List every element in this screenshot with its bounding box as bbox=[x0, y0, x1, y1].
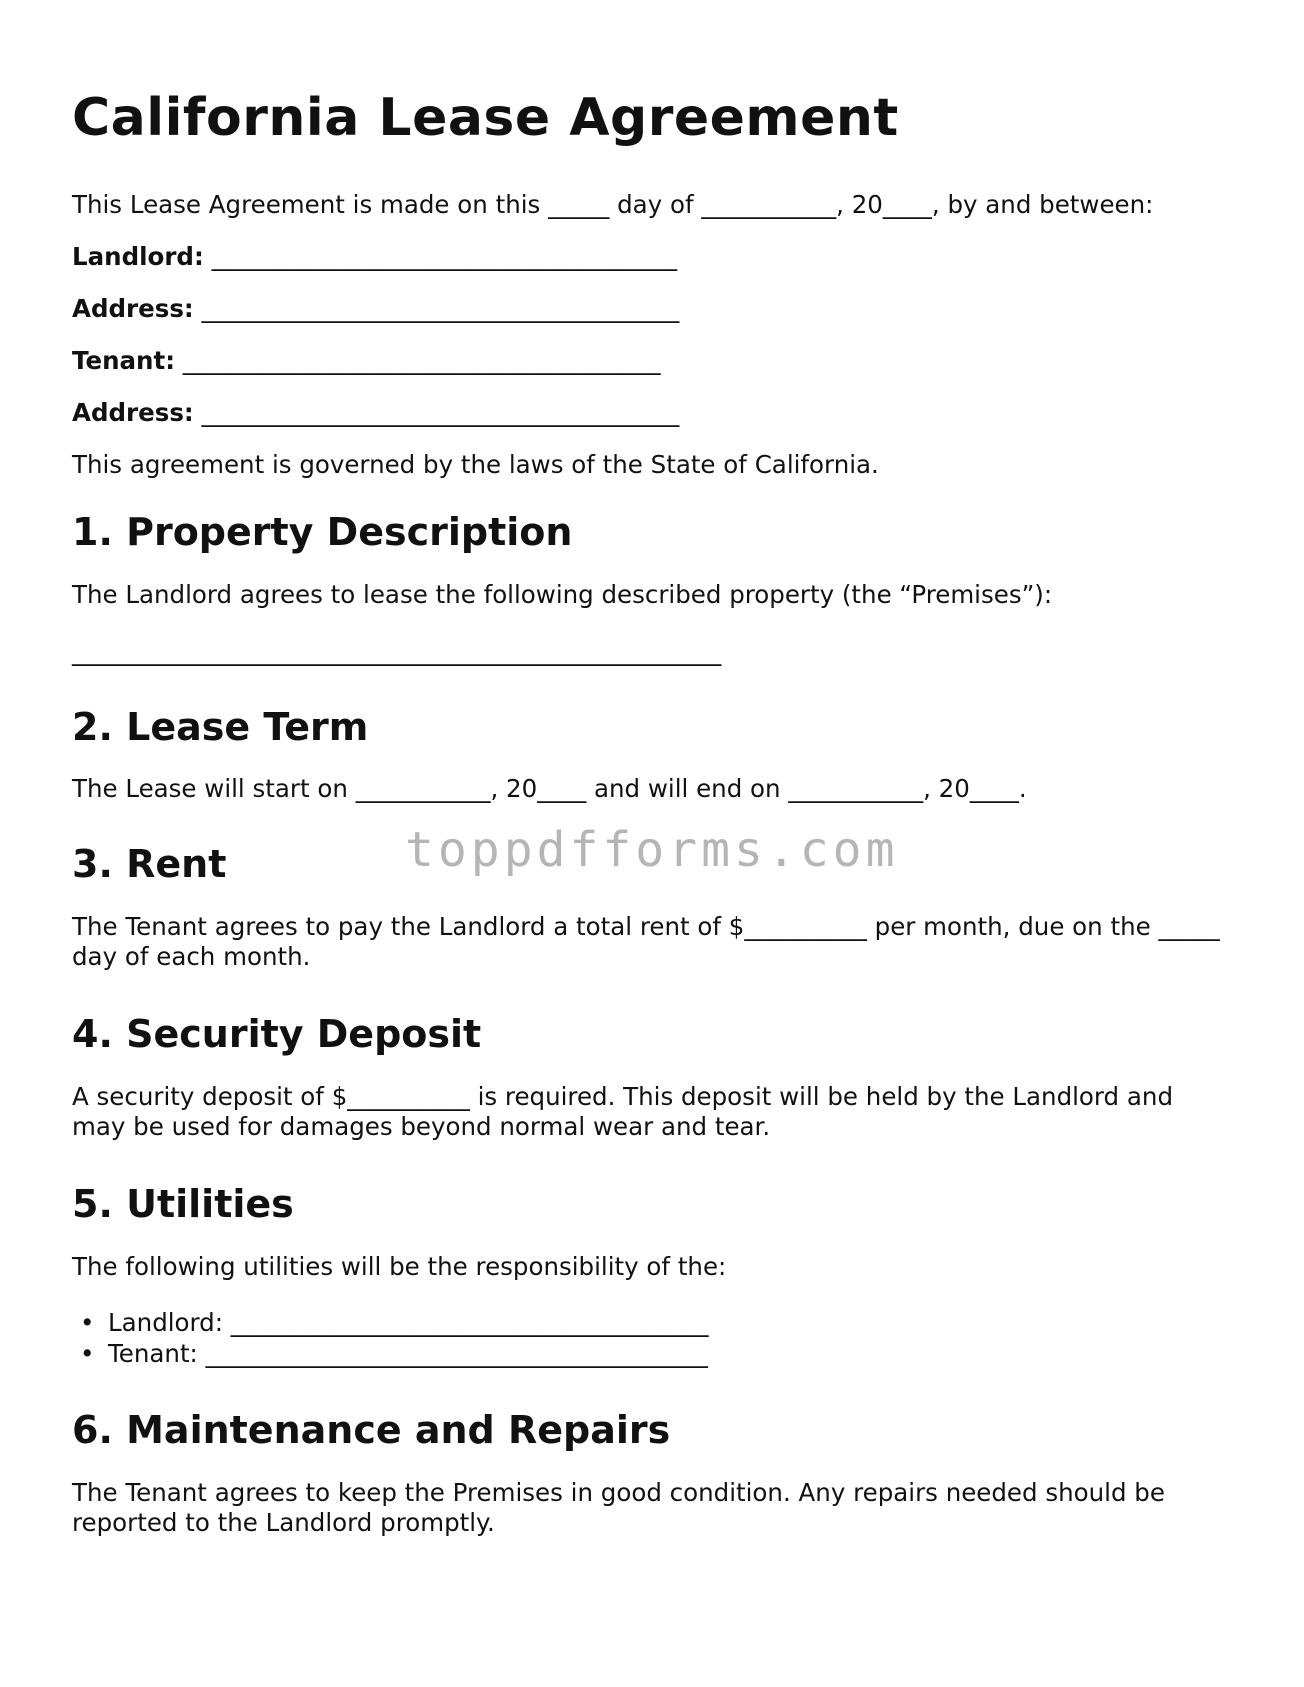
term-text: The Lease will start on ___________, 20____ and will end on ___________, 20____. bbox=[72, 774, 1027, 803]
watermark-text: toppdfforms.com bbox=[405, 822, 899, 878]
landlord-address-blank: _______________________________________ bbox=[193, 294, 680, 323]
tenant-address-blank: _______________________________________ bbox=[193, 398, 680, 427]
deposit-text: A security deposit of $__________ is required. This deposit will be held by the Landlord and may be used for damages beyond normal wear and tear. bbox=[72, 1082, 1173, 1141]
landlord-blank: ______________________________________ bbox=[203, 242, 678, 271]
tenant-label: Tenant: bbox=[72, 346, 176, 375]
utilities-item-tenant: • Tenant: _________________________________________ bbox=[108, 1339, 708, 1369]
tenant-address-field bbox=[72, 398, 679, 428]
property-blank: _____________________________________________________ bbox=[72, 637, 722, 666]
section-heading-rent: 3. Rent bbox=[72, 842, 227, 886]
landlord-address-label: Address: bbox=[72, 294, 194, 323]
utilities-text: The following utilities will be the responsibility of the: bbox=[72, 1252, 727, 1281]
property-text: The Landlord agrees to lease the following described property (the “Premises”): bbox=[72, 580, 1053, 609]
landlord-field bbox=[72, 242, 677, 272]
maintenance-text: The Tenant agrees to keep the Premises in good condition. Any repairs needed should be reported to the Landlord promptly. bbox=[72, 1478, 1165, 1537]
tenant-field bbox=[72, 346, 661, 376]
document-title: California Lease Agreement bbox=[72, 88, 899, 148]
section-heading-term: 2. Lease Term bbox=[72, 705, 369, 749]
tenant-blank: _______________________________________ bbox=[175, 346, 661, 375]
section-heading-utilities: 5. Utilities bbox=[72, 1182, 294, 1226]
section-heading-maintenance: 6. Maintenance and Repairs bbox=[72, 1408, 671, 1452]
rent-text: The Tenant agrees to pay the Landlord a total rent of $__________ per month, due on the _____ day of each month. bbox=[72, 912, 1220, 971]
section-heading-property: 1. Property Description bbox=[72, 510, 573, 554]
landlord-label: Landlord: bbox=[72, 242, 204, 271]
landlord-address-field bbox=[72, 294, 679, 324]
intro-text: This Lease Agreement is made on this _____ day of ___________, 20____, by and between: bbox=[72, 190, 1154, 219]
utilities-item-landlord: • Landlord: _______________________________________ bbox=[108, 1308, 709, 1338]
governing-law-text: This agreement is governed by the laws of the State of California. bbox=[72, 450, 879, 479]
section-heading-deposit: 4. Security Deposit bbox=[72, 1012, 482, 1056]
tenant-address-label: Address: bbox=[72, 398, 194, 427]
